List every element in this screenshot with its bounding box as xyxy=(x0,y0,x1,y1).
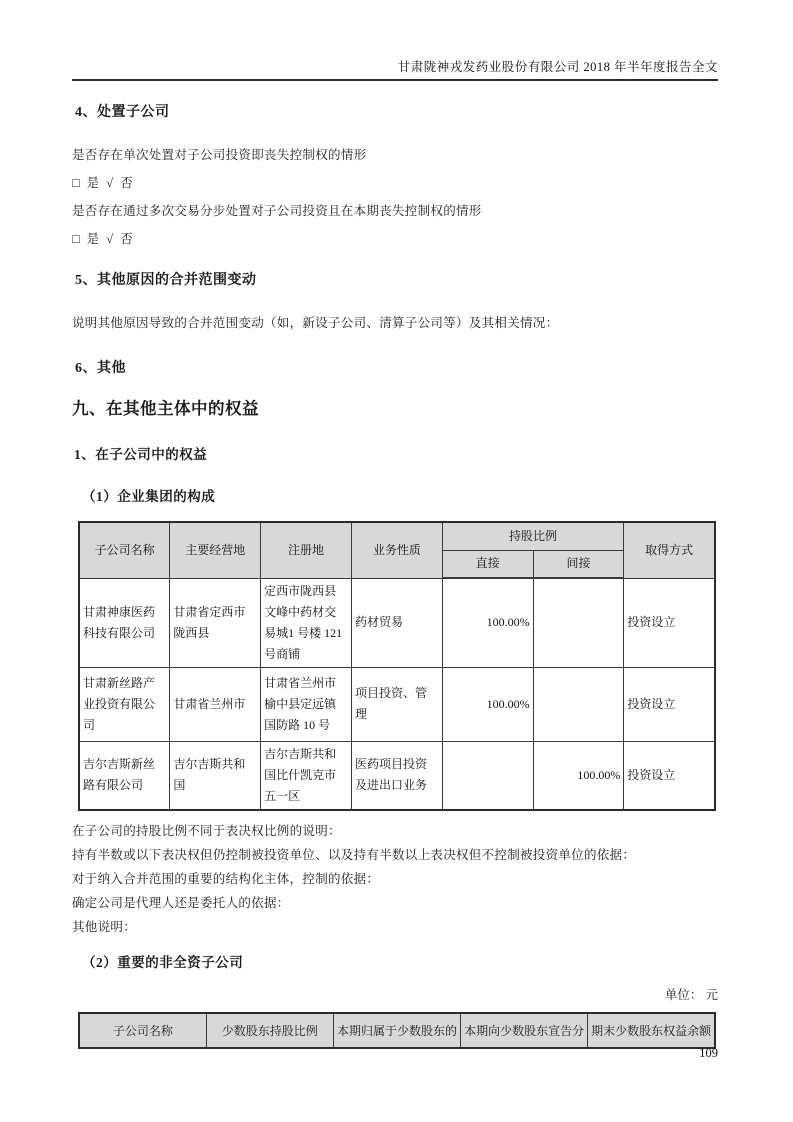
cell-registered-place: 甘肃省兰州市榆中县定远镇国防路 10 号 xyxy=(261,667,352,741)
cell-business-nature: 项目投资、管理 xyxy=(351,667,442,741)
page-content xyxy=(72,0,718,1049)
col-header-shareholding: 持股比例 xyxy=(442,522,624,550)
page-number: 109 xyxy=(699,1046,718,1060)
col-header-subsidiary-name: 子公司名称 xyxy=(79,522,170,578)
cell-main-place: 甘肃省兰州市 xyxy=(170,667,261,741)
disposal-question-2: 是否存在通过多次交易分步处置对子公司投资且在本期丧失控制权的情形 xyxy=(72,204,482,218)
cell-main-place: 甘肃省定西市陇西县 xyxy=(170,578,261,667)
cell-indirect-ratio xyxy=(533,667,624,741)
col-header-minority-ratio: 少数股东持股比例 xyxy=(206,1013,333,1048)
note-line: 确定公司是代理人还是委托人的依据： xyxy=(72,895,290,910)
section-4-heading: 4、处置子公司 xyxy=(75,105,170,120)
cell-acquisition: 投资设立 xyxy=(624,741,715,810)
disposal-question-1: 是否存在单次处置对子公司投资即丧失控制权的情形 xyxy=(72,148,367,162)
table-row xyxy=(79,741,715,810)
col-header-subsidiary-name: 子公司名称 xyxy=(79,1013,206,1048)
section-9-heading: 九、在其他主体中的权益 xyxy=(72,399,259,418)
table-notes xyxy=(72,819,718,939)
group-composition-table xyxy=(78,521,716,811)
table-header-row-1 xyxy=(79,522,715,550)
cell-registered-place: 定西市陇西县文峰中药材交易城1 号楼 121 号商铺 xyxy=(261,578,352,667)
cell-registered-place: 吉尔吉斯共和国比什凯克市五一区 xyxy=(261,741,352,810)
cell-business-nature: 医药项目投资及进出口业务 xyxy=(351,741,442,810)
section-9-1-heading: 1、在子公司中的权益 xyxy=(74,447,208,462)
cell-subsidiary-name: 吉尔吉斯新丝路有限公司 xyxy=(79,741,170,810)
note-line: 对于纳入合并范围的重要的结构化主体，控制的依据： xyxy=(72,871,380,886)
table-row xyxy=(79,667,715,741)
table-row xyxy=(79,578,715,667)
note-line: 在子公司的持股比例不同于表决权比例的说明： xyxy=(72,823,341,838)
cell-business-nature: 药材贸易 xyxy=(351,578,442,667)
col-header-business-nature: 业务性质 xyxy=(351,522,442,578)
col-header-main-place: 主要经营地 xyxy=(170,522,261,578)
cell-acquisition: 投资设立 xyxy=(624,667,715,741)
section-5-heading: 5、其他原因的合并范围变动 xyxy=(75,273,257,288)
col-header-minority-dividend: 本期向少数股东宣告分 xyxy=(461,1013,588,1048)
section-9-1-1-heading: （1）企业集团的构成 xyxy=(82,489,216,504)
note-line: 持有半数或以下表决权但仍控制被投资单位、以及持有半数以上表决权但不控制被投资单位的依据： xyxy=(72,847,636,862)
col-header-minority-profit: 本期归属于少数股东的 xyxy=(333,1013,460,1048)
cell-acquisition: 投资设立 xyxy=(624,578,715,667)
cell-direct-ratio: 100.00% xyxy=(442,667,533,741)
disposal-answer-2: □ 是 √ 否 xyxy=(72,232,135,246)
col-header-acquisition: 取得方式 xyxy=(624,522,715,578)
unit-label: 单位： 元 xyxy=(664,987,718,1002)
cell-main-place: 吉尔吉斯共和国 xyxy=(170,741,261,810)
disposal-answer-1: □ 是 √ 否 xyxy=(72,176,135,190)
header-rule xyxy=(72,79,718,81)
non-wholly-owned-table xyxy=(78,1012,716,1049)
cell-indirect-ratio xyxy=(533,578,624,667)
cell-subsidiary-name: 甘肃神康医药科技有限公司 xyxy=(79,578,170,667)
cell-direct-ratio xyxy=(442,741,533,810)
cell-direct-ratio: 100.00% xyxy=(442,578,533,667)
cell-indirect-ratio: 100.00% xyxy=(533,741,624,810)
col-header-direct: 直接 xyxy=(442,550,533,578)
section-5-body: 说明其他原因导致的合并范围变动（如，新设子公司、清算子公司等）及其相关情况： xyxy=(72,316,559,330)
cell-subsidiary-name: 甘肃新丝路产业投资有限公司 xyxy=(79,667,170,741)
document-header-title: 甘肃陇神戎发药业股份有限公司 2018 年半年度报告全文 xyxy=(397,60,718,74)
col-header-indirect: 间接 xyxy=(533,550,624,578)
note-line: 其他说明： xyxy=(72,919,137,934)
col-header-registered-place: 注册地 xyxy=(261,522,352,578)
col-header-minority-equity: 期末少数股东权益余额 xyxy=(588,1013,715,1048)
section-9-1-2-heading: （2）重要的非全资子公司 xyxy=(82,954,244,970)
section-6-heading: 6、其他 xyxy=(75,361,126,376)
table-header-row xyxy=(79,1013,715,1048)
